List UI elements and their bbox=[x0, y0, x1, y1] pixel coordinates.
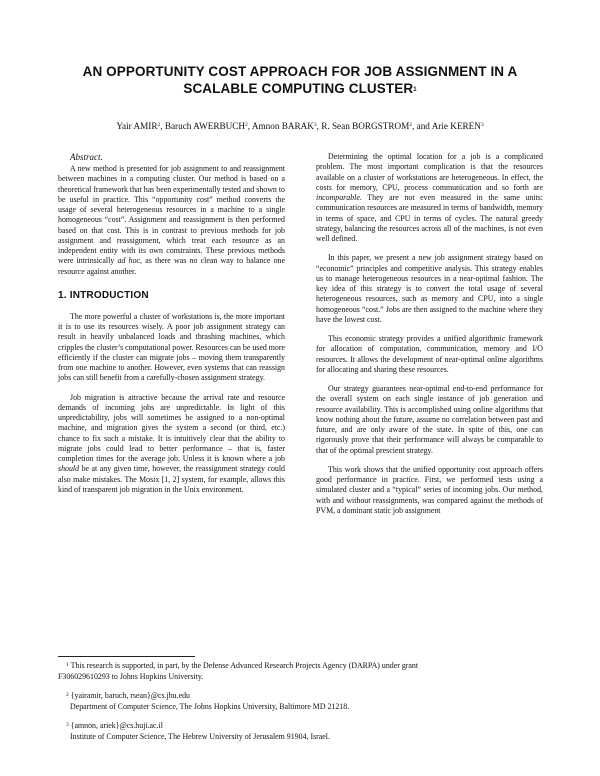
author-separator: , bbox=[160, 121, 165, 131]
footnote-mark: 2 bbox=[66, 692, 69, 698]
author-separator: , and bbox=[412, 121, 432, 131]
left-column bbox=[58, 152, 285, 495]
abstract-heading: Abstract. bbox=[70, 152, 103, 162]
author-name: R. Sean BORGSTROM bbox=[321, 121, 410, 131]
author-separator: , bbox=[316, 121, 322, 131]
author-name: Yair AMIR bbox=[116, 121, 158, 131]
author-name: Arie KEREN bbox=[431, 121, 481, 131]
footnote-text: F306029610293 to Johns Hopkins University. bbox=[58, 671, 204, 681]
author-name: Baruch AWERBUCH bbox=[164, 121, 245, 131]
body-paragraph-1-emphasis: incomparable bbox=[316, 193, 360, 202]
intro-paragraph-2-text: Job migration is attractive because the arrival rate and resource demands of incoming jobs are unpredictable. In light of this unpredictability, jobs will sometimes be assigned to a non-optimal machine, and migration gives the system a second (or third, etc.) chance to fix such a mistake. It is intuitively clear that the ability to migrate jobs could lead to better performance – that is, faster completion times for the average job. Unless it is known where a job bbox=[58, 392, 285, 463]
footnote-line bbox=[58, 661, 418, 670]
footnote-email: {amnon, ariek}@cs.huji.ac.il bbox=[70, 721, 163, 730]
body-paragraph-1 bbox=[316, 152, 543, 244]
body-paragraph-1-text: Determining the optimal location for a job is a complicated problem. The most important complication is that the resources available on a cluster of workstations are heterogeneous. In effect, the costs for memory, CPU, process communication and so forth are bbox=[316, 152, 543, 192]
body-paragraph-4: Our strategy guarantees near-optimal end-to-end performance for the overall system on each single instance of job generation and resource availability. This is accomplished using online algorithms that know nothing about the future, assume no correlation between past and future, and are only aware of the state. In spite of this, one can rigorously prove that their performance will always be comparable to that of the optimal prescient strategy. bbox=[316, 384, 543, 455]
footnote-affiliation: Institute of Computer Science, The Hebrew University of Jerusalem 91904, Israel. bbox=[70, 731, 330, 741]
intro-paragraph-2-emphasis: should bbox=[58, 464, 80, 474]
body-paragraph-2: In this paper, we present a new job assignment strategy based on “economic” principles and competitive analysis. This strategy enables us to manage heterogeneous resources in a near-optimal fashion. The key idea of this strategy is to convert the total usage of several heterogeneous resources, such as memory and CPU, into a single homogeneous “cost.” Jobs are then assigned to the machine where they have the lowest cost. bbox=[316, 253, 543, 324]
intro-paragraph-2-text-end: be at any given time, however, the reassignment strategy could also make mistakes. The Mosix [1, 2] system, for example, allows this kind of transparent job migration in the Unix environment. bbox=[58, 464, 285, 494]
author-separator: , bbox=[247, 121, 252, 131]
body-paragraph-3: This economic strategy provides a unified algorithmic framework for allocation of computation, communication, memory and I/O resources. It allows the development of near-optimal online algorithms for allocating and sharing these resources. bbox=[316, 334, 543, 374]
footnote-text: This research is supported, in part, by the Defense Advanced Research Projects Agency (DARPA) under grant bbox=[70, 661, 419, 670]
footnote-mark: 1 bbox=[66, 662, 69, 668]
author-affiliation-mark: 3 bbox=[313, 122, 317, 128]
author-list bbox=[0, 120, 600, 132]
footnote-3 bbox=[58, 721, 542, 742]
author-affiliation-mark: 3 bbox=[480, 122, 484, 128]
intro-paragraph-2 bbox=[58, 393, 285, 496]
section-heading-introduction: 1. INTRODUCTION bbox=[58, 289, 149, 301]
title-line-1: AN OPPORTUNITY COST APPROACH FOR JOB ASSIGNMENT IN A bbox=[82, 64, 518, 79]
body-paragraph-1-text-end: . They are not even measured in the same units: communication resources are measured in terms of bandwidth, memory in terms of space, and CPU in terms of cycles. The natural greedy strategy, balancing the resources across all of the machines, is not even well defined. bbox=[316, 193, 543, 243]
footnote-1 bbox=[58, 661, 542, 682]
paper-title bbox=[0, 63, 600, 97]
title-line-2-text: SCALABLE COMPUTING CLUSTER bbox=[183, 81, 414, 96]
right-column bbox=[316, 152, 543, 516]
footnote-2 bbox=[58, 691, 542, 712]
abstract-emphasis: ad hoc bbox=[117, 256, 141, 266]
author-affiliation-mark: 2 bbox=[245, 122, 248, 128]
footnote-line bbox=[58, 691, 190, 700]
footnote-mark: 3 bbox=[66, 722, 69, 728]
intro-paragraph-1: The more powerful a cluster of workstations is, the more important it is to use its resources wisely. A poor job assignment strategy can result in heavily unbalanced loads and thrashing machines, which cripples the cluster’s computational power. Resources can be used more efficiently if the cluster can migrate jobs – moving them transparently from one machine to another. However, even systems that can reassign jobs can still benefit from a carefully-chosen assignment strategy. bbox=[58, 311, 285, 383]
body-paragraph-5: This work shows that the unified opportunity cost approach offers good performance in practice. First, we performed tests using a simulated cluster and a “typical” series of incoming jobs. Our method, with and without reassignments, was compared against the methods of PVM, a dominant static job assignment bbox=[316, 464, 543, 515]
footnote-line bbox=[58, 721, 163, 730]
author-name: Amnon BARAK bbox=[251, 121, 314, 131]
author-affiliation-mark: 2 bbox=[409, 122, 413, 128]
footnote-divider bbox=[58, 656, 195, 657]
title-line-2 bbox=[0, 80, 600, 97]
footnote-affiliation: Department of Computer Science, The Johns Hopkins University, Baltimore MD 21218. bbox=[70, 701, 350, 711]
footnotes bbox=[58, 661, 542, 751]
abstract-text-end: , as there was no clean way to balance one resource against another. bbox=[58, 256, 285, 276]
author-affiliation-mark: 2 bbox=[157, 122, 161, 128]
title-footnote-mark: 1 bbox=[413, 87, 417, 93]
abstract-paragraph bbox=[58, 164, 285, 277]
abstract-text: A new method is presented for job assignment to and reassignment between machines in a computing cluster. Our method is based on a theoretical framework that has been experimentally tested and shown to be useful in practice. This “opportunity cost” method converts the usage of several heterogeneous resources in a machine to a single homogeneous “cost”. Assignment and reassignment is then performed based on that cost. This is in contrast to previous methods for job assignment and reassignment, which treat each resource as an independent entity with its own constraints. These previous methods were intrinsically bbox=[58, 164, 285, 266]
footnote-email: {yairamir, baruch, rsean}@cs.jhu.edu bbox=[70, 691, 190, 700]
